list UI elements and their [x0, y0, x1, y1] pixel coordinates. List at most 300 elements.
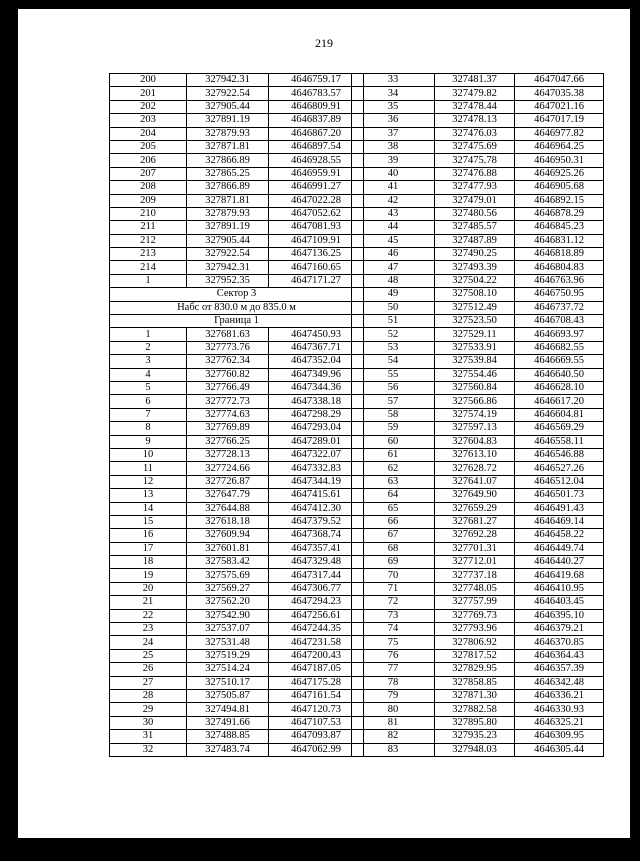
point-number: 52 — [352, 328, 435, 341]
point-number: 63 — [352, 475, 435, 488]
table-row — [352, 649, 604, 662]
y-coordinate: 4646750.95 — [515, 288, 604, 301]
table-row — [352, 489, 604, 502]
x-coordinate: 327942.31 — [187, 74, 269, 87]
y-coordinate: 4647357.41 — [269, 542, 364, 555]
table-row — [352, 288, 604, 301]
table-row — [110, 489, 364, 502]
x-coordinate: 327488.85 — [187, 730, 269, 743]
y-coordinate: 4646569.29 — [515, 422, 604, 435]
x-coordinate: 327601.81 — [187, 542, 269, 555]
table-row — [110, 556, 364, 569]
point-number: 206 — [110, 154, 187, 167]
y-coordinate: 4647052.62 — [269, 207, 364, 220]
table-row — [352, 422, 604, 435]
y-coordinate: 4646991.27 — [269, 181, 364, 194]
point-number: 81 — [352, 716, 435, 729]
table-row — [352, 515, 604, 528]
table-row — [110, 462, 364, 475]
point-number: 67 — [352, 529, 435, 542]
x-coordinate: 327879.93 — [187, 127, 269, 140]
y-coordinate: 4646878.29 — [515, 207, 604, 220]
x-coordinate: 327494.81 — [187, 703, 269, 716]
table-row — [110, 542, 364, 555]
table-row — [110, 274, 364, 287]
point-number: 32 — [110, 743, 187, 756]
table-row — [110, 435, 364, 448]
y-coordinate: 4647047.66 — [515, 74, 604, 87]
point-number: 57 — [352, 395, 435, 408]
y-coordinate: 4646892.15 — [515, 194, 604, 207]
table-row — [352, 234, 604, 247]
x-coordinate: 327597.13 — [435, 422, 515, 435]
point-number: 21 — [110, 596, 187, 609]
point-number: 25 — [110, 649, 187, 662]
x-coordinate: 327537.07 — [187, 623, 269, 636]
y-coordinate: 4647298.29 — [269, 408, 364, 421]
point-number: 70 — [352, 569, 435, 582]
x-coordinate: 327772.73 — [187, 395, 269, 408]
point-number: 53 — [352, 341, 435, 354]
x-coordinate: 327891.19 — [187, 114, 269, 127]
table-row — [110, 448, 364, 461]
table-row — [110, 355, 364, 368]
x-coordinate: 327659.29 — [435, 502, 515, 515]
point-number: 75 — [352, 636, 435, 649]
table-row — [352, 596, 604, 609]
x-coordinate: 327726.87 — [187, 475, 269, 488]
right-table-rows — [352, 74, 604, 757]
table-row — [110, 395, 364, 408]
y-coordinate: 4646640.50 — [515, 368, 604, 381]
point-number: 69 — [352, 556, 435, 569]
y-coordinate: 4647450.93 — [269, 328, 364, 341]
point-number: 65 — [352, 502, 435, 515]
y-coordinate: 4646364.43 — [515, 649, 604, 662]
x-coordinate: 327583.42 — [187, 556, 269, 569]
coordinates-table-right — [351, 73, 604, 757]
y-coordinate: 4646845.23 — [515, 221, 604, 234]
point-number: 48 — [352, 274, 435, 287]
x-coordinate: 327512.49 — [435, 301, 515, 314]
point-number: 37 — [352, 127, 435, 140]
y-coordinate: 4646693.97 — [515, 328, 604, 341]
table-row — [352, 462, 604, 475]
point-number: 43 — [352, 207, 435, 220]
table-row — [110, 529, 364, 542]
table-row — [110, 609, 364, 622]
table-row — [352, 609, 604, 622]
x-coordinate: 327793.96 — [435, 623, 515, 636]
table-row — [110, 221, 364, 234]
point-number: 212 — [110, 234, 187, 247]
table-row — [110, 636, 364, 649]
x-coordinate: 327569.27 — [187, 582, 269, 595]
x-coordinate: 327701.31 — [435, 542, 515, 555]
y-coordinate: 4647136.25 — [269, 248, 364, 261]
table-row — [352, 663, 604, 676]
point-number: 76 — [352, 649, 435, 662]
x-coordinate: 327871.30 — [435, 689, 515, 702]
x-coordinate: 327531.48 — [187, 636, 269, 649]
point-number: 79 — [352, 689, 435, 702]
y-coordinate: 4646837.89 — [269, 114, 364, 127]
point-number: 45 — [352, 234, 435, 247]
table-row — [352, 167, 604, 180]
table-row — [110, 596, 364, 609]
document-page — [18, 9, 630, 838]
point-number: 30 — [110, 716, 187, 729]
x-coordinate: 327566.86 — [435, 395, 515, 408]
y-coordinate: 4646501.73 — [515, 489, 604, 502]
y-coordinate: 4646905.68 — [515, 181, 604, 194]
point-number: 59 — [352, 422, 435, 435]
point-number: 82 — [352, 730, 435, 743]
x-coordinate: 327748.05 — [435, 582, 515, 595]
table-row — [110, 140, 364, 153]
table-row — [352, 87, 604, 100]
y-coordinate: 4646604.81 — [515, 408, 604, 421]
point-number: 11 — [110, 462, 187, 475]
y-coordinate: 4647175.28 — [269, 676, 364, 689]
point-number: 41 — [352, 181, 435, 194]
x-coordinate: 327942.31 — [187, 261, 269, 274]
sector-header — [110, 288, 364, 328]
x-coordinate: 327533.91 — [435, 341, 515, 354]
y-coordinate: 4646305.44 — [515, 743, 604, 756]
x-coordinate: 327865.25 — [187, 167, 269, 180]
point-number: 8 — [110, 422, 187, 435]
y-coordinate: 4647289.01 — [269, 435, 364, 448]
point-number: 211 — [110, 221, 187, 234]
y-coordinate: 4646708.43 — [515, 315, 604, 328]
table-row — [352, 676, 604, 689]
y-coordinate: 4646395.10 — [515, 609, 604, 622]
x-coordinate: 327829.95 — [435, 663, 515, 676]
point-number: 19 — [110, 569, 187, 582]
point-number: 74 — [352, 623, 435, 636]
table-row — [352, 475, 604, 488]
table-row — [110, 248, 364, 261]
table-row — [352, 623, 604, 636]
x-coordinate: 327649.90 — [435, 489, 515, 502]
table-row — [110, 100, 364, 113]
table-row — [110, 181, 364, 194]
table-row — [352, 194, 604, 207]
y-coordinate: 4647322.07 — [269, 448, 364, 461]
y-coordinate: 4647022.28 — [269, 194, 364, 207]
point-number: 40 — [352, 167, 435, 180]
y-coordinate: 4646342.48 — [515, 676, 604, 689]
point-number: 27 — [110, 676, 187, 689]
table-row — [352, 274, 604, 287]
y-coordinate: 4646925.26 — [515, 167, 604, 180]
table-row — [110, 716, 364, 729]
table-row — [110, 676, 364, 689]
x-coordinate: 327922.54 — [187, 87, 269, 100]
y-coordinate: 4646558.11 — [515, 435, 604, 448]
x-coordinate: 327895.80 — [435, 716, 515, 729]
x-coordinate: 327477.93 — [435, 181, 515, 194]
table-row — [110, 582, 364, 595]
point-number: 214 — [110, 261, 187, 274]
x-coordinate: 327712.01 — [435, 556, 515, 569]
x-coordinate: 327891.19 — [187, 221, 269, 234]
x-coordinate: 327817.52 — [435, 649, 515, 662]
point-number: 71 — [352, 582, 435, 595]
point-number: 61 — [352, 448, 435, 461]
table-row — [110, 87, 364, 100]
point-number: 15 — [110, 515, 187, 528]
table-row — [352, 716, 604, 729]
point-number: 55 — [352, 368, 435, 381]
table-row — [110, 261, 364, 274]
x-coordinate: 327681.27 — [435, 515, 515, 528]
x-coordinate: 327618.18 — [187, 515, 269, 528]
y-coordinate: 4646628.10 — [515, 381, 604, 394]
x-coordinate: 327493.39 — [435, 261, 515, 274]
point-number: 204 — [110, 127, 187, 140]
x-coordinate: 327882.58 — [435, 703, 515, 716]
x-coordinate: 327476.88 — [435, 167, 515, 180]
y-coordinate: 4647344.19 — [269, 475, 364, 488]
table-row — [110, 194, 364, 207]
table-row — [352, 127, 604, 140]
y-coordinate: 4647200.43 — [269, 649, 364, 662]
x-coordinate: 327478.44 — [435, 100, 515, 113]
x-coordinate: 327644.88 — [187, 502, 269, 515]
table-row — [110, 730, 364, 743]
y-coordinate: 4646379.21 — [515, 623, 604, 636]
x-coordinate: 327542.90 — [187, 609, 269, 622]
table-row — [352, 730, 604, 743]
y-coordinate: 4646950.31 — [515, 154, 604, 167]
x-coordinate: 327475.69 — [435, 140, 515, 153]
y-coordinate: 4646783.57 — [269, 87, 364, 100]
y-coordinate: 4646512.04 — [515, 475, 604, 488]
x-coordinate: 327879.93 — [187, 207, 269, 220]
y-coordinate: 4647035.38 — [515, 87, 604, 100]
y-coordinate: 4647120.73 — [269, 703, 364, 716]
table-row — [352, 248, 604, 261]
y-coordinate: 4647187.05 — [269, 663, 364, 676]
y-coordinate: 4646325.21 — [515, 716, 604, 729]
y-coordinate: 4646403.45 — [515, 596, 604, 609]
point-number: 213 — [110, 248, 187, 261]
point-number: 83 — [352, 743, 435, 756]
y-coordinate: 4646617.20 — [515, 395, 604, 408]
point-number: 9 — [110, 435, 187, 448]
point-number: 39 — [352, 154, 435, 167]
x-coordinate: 327724.66 — [187, 462, 269, 475]
page-number: 219 — [315, 36, 333, 50]
point-number: 210 — [110, 207, 187, 220]
y-coordinate: 4647368.74 — [269, 529, 364, 542]
x-coordinate: 327475.78 — [435, 154, 515, 167]
x-coordinate: 327905.44 — [187, 234, 269, 247]
table-row — [352, 529, 604, 542]
table-row — [110, 154, 364, 167]
x-coordinate: 327483.74 — [187, 743, 269, 756]
point-number: 42 — [352, 194, 435, 207]
point-number: 72 — [352, 596, 435, 609]
y-coordinate: 4647021.16 — [515, 100, 604, 113]
y-coordinate: 4646804.83 — [515, 261, 604, 274]
x-coordinate: 327575.69 — [187, 569, 269, 582]
table-row — [352, 502, 604, 515]
sector-title: Сектор 3 — [110, 288, 364, 301]
x-coordinate: 327762.34 — [187, 355, 269, 368]
x-coordinate: 327574.19 — [435, 408, 515, 421]
x-coordinate: 327766.25 — [187, 435, 269, 448]
table-row — [110, 341, 364, 354]
y-coordinate: 4646449.74 — [515, 542, 604, 555]
x-coordinate: 327508.10 — [435, 288, 515, 301]
x-coordinate: 327806.92 — [435, 636, 515, 649]
x-coordinate: 327866.89 — [187, 181, 269, 194]
point-number: 66 — [352, 515, 435, 528]
point-number: 201 — [110, 87, 187, 100]
x-coordinate: 327760.82 — [187, 368, 269, 381]
point-number: 47 — [352, 261, 435, 274]
table-row — [110, 623, 364, 636]
y-coordinate: 4647329.48 — [269, 556, 364, 569]
x-coordinate: 327529.11 — [435, 328, 515, 341]
y-coordinate: 4646867.20 — [269, 127, 364, 140]
point-number: 205 — [110, 140, 187, 153]
table-row — [110, 207, 364, 220]
table-row — [110, 515, 364, 528]
y-coordinate: 4646959.91 — [269, 167, 364, 180]
point-number: 2 — [110, 341, 187, 354]
table-row — [352, 261, 604, 274]
y-coordinate: 4646527.26 — [515, 462, 604, 475]
y-coordinate: 4646357.39 — [515, 663, 604, 676]
x-coordinate: 327505.87 — [187, 689, 269, 702]
table-row — [352, 221, 604, 234]
point-number: 23 — [110, 623, 187, 636]
table-row — [352, 181, 604, 194]
point-number: 35 — [352, 100, 435, 113]
x-coordinate: 327562.20 — [187, 596, 269, 609]
sector-title-row — [110, 288, 364, 301]
point-number: 17 — [110, 542, 187, 555]
table-row — [110, 703, 364, 716]
point-number: 200 — [110, 74, 187, 87]
table-row — [352, 542, 604, 555]
x-coordinate: 327480.56 — [435, 207, 515, 220]
point-number: 1 — [110, 274, 187, 287]
table-row — [110, 422, 364, 435]
x-coordinate: 327728.13 — [187, 448, 269, 461]
x-coordinate: 327769.89 — [187, 422, 269, 435]
table-row — [352, 328, 604, 341]
table-row — [110, 689, 364, 702]
table-row — [352, 315, 604, 328]
x-coordinate: 327866.89 — [187, 154, 269, 167]
point-number: 56 — [352, 381, 435, 394]
point-number: 58 — [352, 408, 435, 421]
x-coordinate: 327935.23 — [435, 730, 515, 743]
point-number: 203 — [110, 114, 187, 127]
boundary-row — [110, 315, 364, 328]
y-coordinate: 4646759.17 — [269, 74, 364, 87]
point-number: 14 — [110, 502, 187, 515]
point-number: 51 — [352, 315, 435, 328]
table-row — [352, 689, 604, 702]
x-coordinate: 327766.49 — [187, 381, 269, 394]
x-coordinate: 327479.01 — [435, 194, 515, 207]
y-coordinate: 4647107.53 — [269, 716, 364, 729]
x-coordinate: 327604.83 — [435, 435, 515, 448]
table-row — [352, 395, 604, 408]
point-number: 68 — [352, 542, 435, 555]
x-coordinate: 327510.17 — [187, 676, 269, 689]
table-row — [352, 703, 604, 716]
y-coordinate: 4647294.23 — [269, 596, 364, 609]
table-row — [352, 74, 604, 87]
x-coordinate: 327871.81 — [187, 194, 269, 207]
y-coordinate: 4647367.71 — [269, 341, 364, 354]
table-row — [352, 341, 604, 354]
x-coordinate: 327769.73 — [435, 609, 515, 622]
x-coordinate: 327858.85 — [435, 676, 515, 689]
point-number: 36 — [352, 114, 435, 127]
point-number: 77 — [352, 663, 435, 676]
table-row — [352, 114, 604, 127]
table-row — [352, 140, 604, 153]
table-row — [110, 328, 364, 341]
boundary-label: Граница 1 — [110, 315, 364, 328]
table-row — [352, 381, 604, 394]
x-coordinate: 327871.81 — [187, 140, 269, 153]
x-coordinate: 327490.25 — [435, 248, 515, 261]
y-coordinate: 4646491.43 — [515, 502, 604, 515]
left-table-bottom-rows — [110, 328, 364, 757]
table-row — [352, 368, 604, 381]
y-coordinate: 4647017.19 — [515, 114, 604, 127]
table-row — [110, 74, 364, 87]
point-number: 202 — [110, 100, 187, 113]
y-coordinate: 4647306.77 — [269, 582, 364, 595]
point-number: 29 — [110, 703, 187, 716]
sector-subtitle-row — [110, 301, 364, 314]
point-number: 209 — [110, 194, 187, 207]
y-coordinate: 4647412.30 — [269, 502, 364, 515]
point-number: 50 — [352, 301, 435, 314]
x-coordinate: 327485.57 — [435, 221, 515, 234]
table-row — [352, 355, 604, 368]
x-coordinate: 327737.18 — [435, 569, 515, 582]
x-coordinate: 327519.29 — [187, 649, 269, 662]
y-coordinate: 4646964.25 — [515, 140, 604, 153]
x-coordinate: 327491.66 — [187, 716, 269, 729]
x-coordinate: 327476.03 — [435, 127, 515, 140]
point-number: 26 — [110, 663, 187, 676]
point-number: 10 — [110, 448, 187, 461]
point-number: 34 — [352, 87, 435, 100]
y-coordinate: 4646897.54 — [269, 140, 364, 153]
y-coordinate: 4647062.99 — [269, 743, 364, 756]
point-number: 22 — [110, 609, 187, 622]
point-number: 18 — [110, 556, 187, 569]
y-coordinate: 4646669.55 — [515, 355, 604, 368]
point-number: 31 — [110, 730, 187, 743]
x-coordinate: 327922.54 — [187, 248, 269, 261]
point-number: 44 — [352, 221, 435, 234]
x-coordinate: 327487.89 — [435, 234, 515, 247]
y-coordinate: 4647349.96 — [269, 368, 364, 381]
